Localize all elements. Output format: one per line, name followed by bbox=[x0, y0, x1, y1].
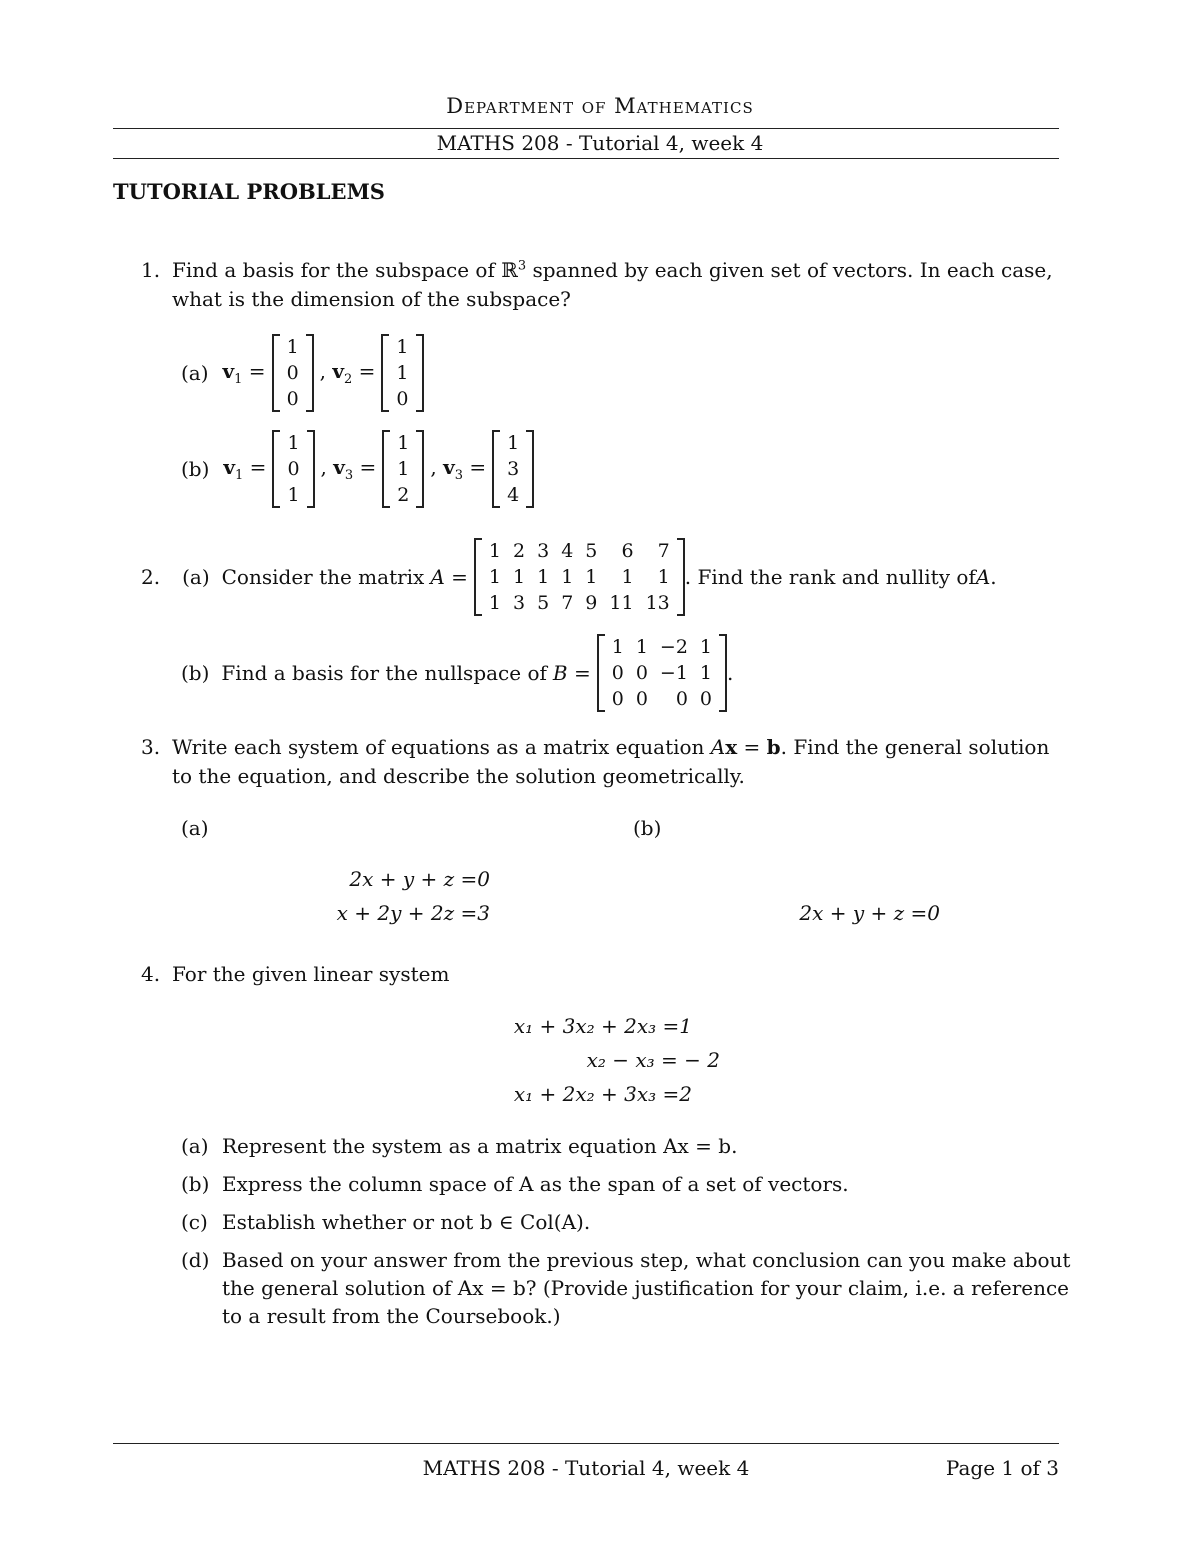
matrix-entry: 0 bbox=[286, 388, 299, 410]
matrix-entry: 1 bbox=[537, 566, 550, 588]
matrix-variable: B bbox=[552, 661, 568, 685]
matrix-entry: 1 bbox=[513, 566, 526, 588]
problem-text-line2: to the equation, and describe the solution geometrically. bbox=[172, 764, 745, 788]
matrix-entry: 7 bbox=[657, 540, 670, 562]
problem-text-part: spanned by each given set of vectors. In each case, bbox=[526, 258, 1053, 282]
matrix-entry: 2 bbox=[513, 540, 526, 562]
math-symbol: = bbox=[737, 735, 767, 759]
part-label: (d) bbox=[181, 1248, 210, 1272]
matrix-entry: 3 bbox=[537, 540, 550, 562]
matrix-row bbox=[483, 538, 676, 564]
footer-course-line: MATHS 208 - Tutorial 4, week 4 bbox=[422, 1456, 750, 1480]
part-text: Based on your answer from the previous step, what conclusion can you make about bbox=[222, 1248, 1071, 1272]
part-text: . Find the rank and nullity of bbox=[684, 565, 976, 589]
subscript: 3 bbox=[344, 468, 354, 483]
page-number: Page 1 of 3 bbox=[945, 1456, 1059, 1480]
part-2a: 2. (a) Consider the matrix A = 1 2 3 4 5 6 7 1 1 1 1 1 1 1 1 3 5 7 9 11 13 . Find the rank and nullity of A . bbox=[141, 540, 997, 614]
matrix-entry: 5 bbox=[585, 540, 598, 562]
matrix-row bbox=[606, 660, 718, 686]
matrix-B bbox=[597, 634, 727, 712]
matrix-entry: 1 bbox=[699, 636, 713, 658]
superscript: 3 bbox=[517, 258, 527, 274]
vector-matrix bbox=[272, 430, 314, 508]
matrix-entry: 3 bbox=[507, 458, 520, 480]
department-title: Department of Mathematics bbox=[446, 94, 754, 118]
matrix-entry: 0 bbox=[286, 362, 299, 384]
matrix-A bbox=[474, 538, 685, 616]
problem-number: 3. bbox=[141, 735, 161, 759]
subscript: 2 bbox=[344, 372, 353, 387]
problem-text-line2: what is the dimension of the subspace? bbox=[172, 287, 571, 311]
matrix-entry: 13 bbox=[645, 592, 670, 614]
matrix-entry: 1 bbox=[561, 566, 574, 588]
matrix-entry: 1 bbox=[286, 336, 299, 358]
vector-name: v bbox=[222, 359, 235, 383]
matrix-entry: 1 bbox=[635, 636, 648, 658]
part-label: (a) bbox=[181, 816, 209, 840]
matrix-entry: 3 bbox=[513, 592, 526, 614]
matrix-entry: 1 bbox=[611, 636, 624, 658]
matrix-entry: 0 bbox=[611, 688, 624, 710]
part-1b: (b) $v_1$ = 1 0 1 , $v_3$ = 1 1 2 , $v_3$ = 1 3 4 bbox=[181, 426, 534, 512]
problem-number: 1. bbox=[141, 258, 161, 282]
part-label: (a) bbox=[181, 361, 209, 385]
matrix-row bbox=[606, 634, 718, 660]
matrix-entry: 1 bbox=[397, 458, 410, 480]
matrix-variable: A bbox=[430, 565, 445, 589]
matrix-entry: −1 bbox=[659, 662, 688, 684]
vector-name: v bbox=[333, 455, 345, 479]
matrix-entry: 0 bbox=[675, 688, 688, 710]
problem-text-part: . Find the general solution bbox=[780, 735, 1050, 759]
part-label: (a) bbox=[181, 1134, 209, 1158]
part-text: Establish whether or not b ∈ Col(A). bbox=[222, 1210, 591, 1234]
matrix-entry: 9 bbox=[585, 592, 598, 614]
part-text: Find a basis for the nullspace of bbox=[221, 661, 547, 685]
matrix-row bbox=[483, 564, 676, 590]
matrix-entry: 1 bbox=[507, 432, 520, 454]
math-symbol: A bbox=[710, 735, 726, 759]
matrix-entry: 0 bbox=[287, 458, 300, 480]
matrix-entry: −2 bbox=[659, 636, 688, 658]
vector-name: v bbox=[443, 455, 455, 479]
part-text: Express the column space of A as the span of a set of vectors. bbox=[222, 1172, 849, 1196]
matrix-entry: 1 bbox=[488, 566, 502, 588]
matrix-entry: 1 bbox=[657, 566, 670, 588]
matrix-entry: 4 bbox=[561, 540, 574, 562]
header-rule-top bbox=[113, 128, 1059, 129]
punctuation: . bbox=[990, 565, 997, 589]
matrix-entry: 11 bbox=[609, 592, 634, 614]
part-text: Consider the matrix bbox=[221, 565, 425, 589]
matrix-entry: 1 bbox=[488, 540, 502, 562]
matrix-entry: 6 bbox=[621, 540, 634, 562]
matrix-entry: 1 bbox=[287, 432, 300, 454]
matrix-entry: 1 bbox=[699, 662, 713, 684]
header-rule-bottom bbox=[113, 158, 1059, 159]
vector-matrix bbox=[492, 430, 534, 508]
vector-matrix bbox=[381, 334, 423, 412]
problem-text bbox=[172, 735, 1049, 759]
vector-matrix bbox=[272, 334, 314, 412]
problem-number: 4. bbox=[141, 962, 161, 986]
equation: x₂ − x₃ = − 2 bbox=[586, 1048, 720, 1072]
subscript: 3 bbox=[454, 468, 464, 483]
matrix-row bbox=[483, 590, 676, 616]
subscript: 1 bbox=[234, 372, 243, 387]
part-2b: (b) Find a basis for the nullspace of B = 1 1 −2 1 0 0 −1 1 0 0 0 0 . bbox=[181, 636, 734, 710]
section-title: TUTORIAL PROBLEMS bbox=[113, 179, 385, 204]
equation: 2x + y + z =0 bbox=[799, 901, 940, 925]
problem-number: 2. bbox=[141, 565, 161, 589]
matrix-row bbox=[606, 686, 718, 712]
matrix-entry: 0 bbox=[396, 388, 409, 410]
matrix-entry: 0 bbox=[699, 688, 713, 710]
part-text: Represent the system as a matrix equation Ax = b. bbox=[222, 1134, 738, 1158]
vector-name: v bbox=[223, 455, 236, 479]
part-text: the general solution of Ax = b? (Provide justification for your claim, i.e. a reference bbox=[222, 1276, 1070, 1300]
problem-text-part: Find a basis for the subspace of ℝ bbox=[172, 258, 518, 282]
equation: x₁ + 2x₂ + 3x₃ =2 bbox=[513, 1082, 692, 1106]
course-line: MATHS 208 - Tutorial 4, week 4 bbox=[436, 131, 764, 155]
matrix-entry: 5 bbox=[537, 592, 550, 614]
matrix-entry: 0 bbox=[611, 662, 624, 684]
subscript: 1 bbox=[235, 468, 244, 483]
matrix-entry: 1 bbox=[396, 336, 409, 358]
part-label: (b) bbox=[181, 457, 210, 481]
problem-text-part: Write each system of equations as a matrix equation bbox=[172, 735, 711, 759]
matrix-entry: 1 bbox=[488, 592, 502, 614]
part-label: (b) bbox=[633, 816, 662, 840]
matrix-entry: 4 bbox=[507, 484, 520, 506]
punctuation: . bbox=[727, 661, 734, 685]
matrix-entry: 1 bbox=[397, 432, 410, 454]
matrix-entry: 1 bbox=[585, 566, 598, 588]
matrix-variable: A bbox=[975, 565, 991, 589]
math-symbol: x bbox=[725, 735, 738, 759]
part-label: (b) bbox=[181, 1172, 210, 1196]
part-label: (c) bbox=[181, 1210, 208, 1234]
equation: 2x + y + z =0 bbox=[349, 867, 490, 891]
matrix-entry: 1 bbox=[621, 566, 634, 588]
matrix-entry: 2 bbox=[397, 484, 410, 506]
matrix-entry: 1 bbox=[396, 362, 409, 384]
problem-text bbox=[172, 258, 1053, 282]
matrix-entry: 7 bbox=[561, 592, 574, 614]
matrix-entry: 0 bbox=[635, 688, 648, 710]
part-1a: (a) $v_1$ = 1 0 0 , $v_2$ = 1 1 0 bbox=[181, 330, 424, 416]
vector-matrix bbox=[382, 430, 424, 508]
part-label: (b) bbox=[181, 661, 210, 685]
footer-rule bbox=[113, 1443, 1059, 1444]
equation: x + 2y + 2z =3 bbox=[336, 901, 490, 925]
problem-text: For the given linear system bbox=[172, 962, 450, 986]
math-symbol: b bbox=[766, 735, 781, 759]
part-text: to a result from the Coursebook.) bbox=[222, 1304, 561, 1328]
matrix-entry: 1 bbox=[287, 484, 300, 506]
vector-name: v bbox=[332, 359, 344, 383]
part-label: (a) bbox=[182, 565, 210, 589]
equation: x₁ + 3x₂ + 2x₃ =1 bbox=[513, 1014, 692, 1038]
matrix-entry: 0 bbox=[635, 662, 648, 684]
